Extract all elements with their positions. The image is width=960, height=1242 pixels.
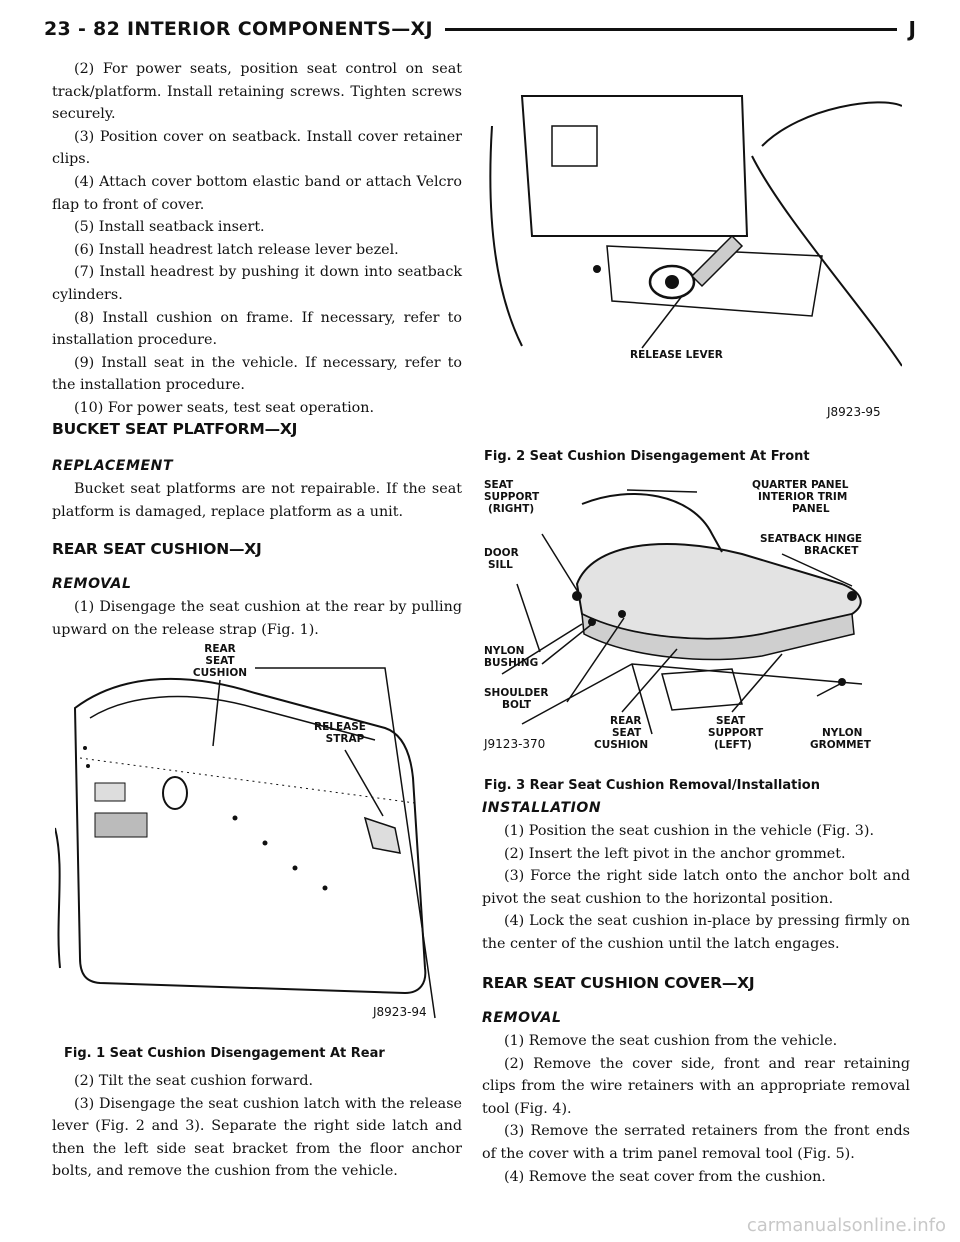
fig3-quarter-panel-1: QUARTER PANEL bbox=[752, 479, 849, 491]
subheading-removal: REMOVAL bbox=[52, 576, 132, 592]
page-header bbox=[44, 14, 916, 44]
fig3-rear-seat-cushion-3: CUSHION bbox=[594, 739, 649, 751]
edition-letter: J bbox=[908, 17, 916, 41]
paragraph: (2) Insert the left pivot in the anchor grommet. bbox=[504, 845, 846, 862]
left-bottom-text bbox=[52, 1070, 462, 1183]
fig3-shoulder-bolt-1: SHOULDER bbox=[484, 687, 549, 699]
paragraph: (4) Remove the seat cover from the cushion. bbox=[504, 1168, 826, 1185]
fig3-quarter-panel-3: PANEL bbox=[792, 503, 830, 515]
figure-2-illustration bbox=[482, 86, 902, 432]
paragraph: Bucket seat platforms are not repairable. If the seat platform is damaged, replace platform as a unit. bbox=[52, 481, 462, 520]
fig3-seatback-hinge-2: BRACKET bbox=[804, 545, 859, 557]
left-top-text bbox=[52, 58, 462, 420]
fig2-code: J8923-95 bbox=[827, 405, 881, 419]
paragraph: (2) For power seats, position seat control on seat track/platform. Install retaining screws. Tighten screws securely. bbox=[52, 61, 462, 123]
paragraph: (4) Lock the seat cushion in-place by pressing firmly on the center of the cushion until the latch engages. bbox=[482, 913, 910, 952]
figure-2-caption: Fig. 2 Seat Cushion Disengagement At Front bbox=[484, 449, 810, 464]
fig3-nylon-grommet-2: GROMMET bbox=[810, 739, 871, 751]
paragraph: (6) Install headrest latch release lever bezel. bbox=[74, 241, 399, 258]
cover-removal-text bbox=[482, 1030, 910, 1188]
paragraph: (10) For power seats, test seat operation. bbox=[74, 399, 375, 416]
fig3-door-sill-1: DOOR bbox=[484, 547, 519, 559]
figure-1-caption: Fig. 1 Seat Cushion Disengagement At Rear bbox=[64, 1046, 385, 1061]
fig3-rear-seat-cushion-1: REAR bbox=[610, 715, 642, 727]
figure-1-illustration bbox=[55, 638, 460, 1028]
paragraph: (3) Remove the serrated retainers from the front ends of the cover with a trim panel removal tool (Fig. 5). bbox=[482, 1123, 910, 1162]
figure-3-illustration bbox=[482, 474, 902, 764]
fig3-quarter-panel-2: INTERIOR TRIM bbox=[758, 491, 848, 503]
section-heading-cover: REAR SEAT CUSHION COVER—XJ bbox=[482, 974, 755, 992]
fig3-seat-support-right-1: SEAT bbox=[484, 479, 514, 491]
watermark: carmanualsonline.info bbox=[746, 1215, 946, 1236]
fig3-seat-support-right-2: SUPPORT bbox=[484, 491, 540, 503]
fig1-label-strap-line1: RELEASE bbox=[314, 721, 366, 733]
fig3-seatback-hinge-1: SEATBACK HINGE bbox=[760, 533, 863, 545]
paragraph: (3) Position cover on seatback. Install cover retainer clips. bbox=[52, 128, 462, 168]
fig3-shoulder-bolt-2: BOLT bbox=[502, 699, 532, 711]
fig1-label-cushion-line2: SEAT bbox=[205, 655, 235, 667]
paragraph: (1) Position the seat cushion in the vehicle (Fig. 3). bbox=[504, 823, 875, 839]
paragraph: (3) Force the right side latch onto the anchor bolt and pivot the seat cushion to the horizontal position. bbox=[482, 868, 910, 907]
fig3-rear-seat-cushion-2: SEAT bbox=[612, 727, 642, 739]
paragraph: (5) Install seatback insert. bbox=[74, 219, 265, 236]
fig3-nylon-grommet-1: NYLON bbox=[822, 727, 863, 739]
figure-3-caption: Fig. 3 Rear Seat Cushion Removal/Installation bbox=[484, 778, 820, 793]
subheading-cover-removal: REMOVAL bbox=[482, 1010, 562, 1026]
fig3-code: J9123-370 bbox=[484, 737, 546, 751]
paragraph: (1) Remove the seat cushion from the vehicle. bbox=[504, 1033, 838, 1049]
page-reference: 23 - 82 INTERIOR COMPONENTS—XJ bbox=[44, 18, 433, 40]
section-heading-bucket: BUCKET SEAT PLATFORM—XJ bbox=[52, 420, 298, 438]
paragraph: (9) Install seat in the vehicle. If necessary, refer to the installation procedure. bbox=[52, 354, 462, 394]
subheading-installation: INSTALLATION bbox=[482, 800, 602, 816]
paragraph: (2) Remove the cover side, front and rear retaining clips from the wire retainers with an appropriate removal tool (Fig. 4). bbox=[482, 1055, 910, 1117]
fig3-door-sill-2: SILL bbox=[488, 559, 513, 571]
paragraph: (4) Attach cover bottom elastic band or attach Velcro flap to front of cover. bbox=[52, 173, 462, 213]
paragraph: (2) Tilt the seat cushion forward. bbox=[74, 1073, 314, 1089]
fig1-label-strap-line2: STRAP bbox=[325, 733, 365, 745]
fig1-label-cushion-line3: CUSHION bbox=[192, 667, 248, 679]
section-heading-rear-cushion: REAR SEAT CUSHION—XJ bbox=[52, 540, 262, 558]
fig3-seat-support-right-3: (RIGHT) bbox=[488, 503, 535, 515]
fig1-label-cushion-line1: REAR bbox=[204, 643, 236, 655]
subheading-replacement: REPLACEMENT bbox=[52, 458, 174, 474]
header-rule bbox=[445, 28, 897, 31]
fig3-nylon-bushing-2: BUSHING bbox=[484, 657, 539, 669]
fig2-label-release-lever: RELEASE LEVER bbox=[630, 349, 723, 361]
paragraph: (8) Install cushion on frame. If necessary, refer to installation procedure. bbox=[52, 309, 462, 349]
fig3-seat-support-left-1: SEAT bbox=[716, 715, 746, 727]
installation-text bbox=[482, 820, 910, 956]
fig3-seat-support-left-3: (LEFT) bbox=[714, 739, 752, 751]
fig3-nylon-bushing-1: NYLON bbox=[484, 645, 525, 657]
paragraph: (7) Install headrest by pushing it down into seatback cylinders. bbox=[52, 264, 462, 303]
paragraph: (3) Disengage the seat cushion latch with the release lever (Fig. 2 and 3). Separate the right side latch and then the left side seat bracket from the floor anchor bolts, and remove the cushion from the vehicle. bbox=[52, 1095, 462, 1180]
fig3-seat-support-left-2: SUPPORT bbox=[708, 727, 764, 739]
paragraph: (1) Disengage the seat cushion at the rear by pulling upward on the release strap (Fig. 1). bbox=[52, 599, 462, 638]
fig1-code: J8923-94 bbox=[373, 1005, 427, 1019]
